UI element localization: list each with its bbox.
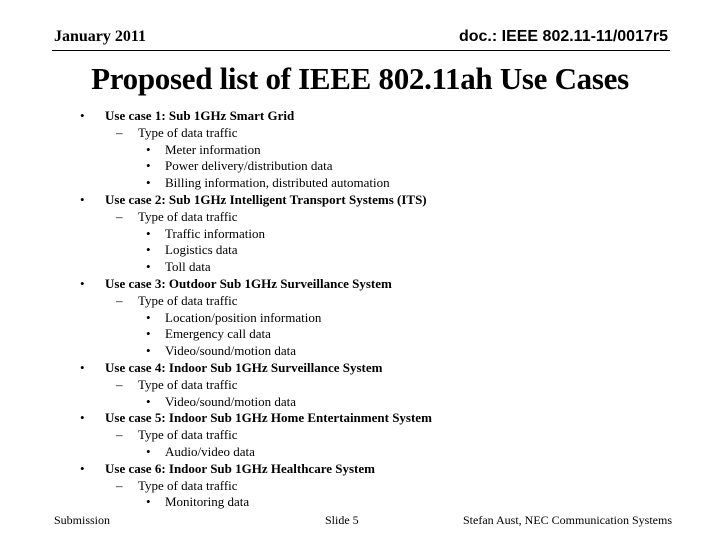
use-case-4-sub-label: Type of data traffic xyxy=(138,376,238,392)
bullet-marker: • xyxy=(146,242,151,258)
use-case-4-label: Use case 4: Indoor Sub 1GHz Surveillance System xyxy=(105,359,383,375)
use-case-3 xyxy=(0,276,720,293)
use-case-6-subheading xyxy=(0,478,720,495)
bullet-marker: • xyxy=(146,158,151,174)
use-case-6-sub-label: Type of data traffic xyxy=(138,477,238,493)
footer-submission: Submission xyxy=(54,513,111,527)
list-item-text: Traffic information xyxy=(165,225,266,241)
use-case-4-subheading xyxy=(0,377,720,394)
bullet-marker: • xyxy=(146,175,151,191)
use-case-3-subheading xyxy=(0,293,720,310)
footer-author: Stefan Aust, NEC Communication Systems xyxy=(463,513,672,527)
dash-marker: – xyxy=(116,427,123,443)
use-case-1-subheading xyxy=(0,125,720,142)
slide-title: Proposed list of IEEE 802.11ah Use Cases xyxy=(91,61,629,96)
use-case-5-label: Use case 5: Indoor Sub 1GHz Home Entertainment System xyxy=(105,410,432,426)
list-item-text: Toll data xyxy=(165,259,211,275)
list-item xyxy=(0,142,720,159)
use-case-2-subheading xyxy=(0,209,720,226)
list-item-text: Logistics data xyxy=(165,242,238,258)
dash-marker: – xyxy=(116,208,123,224)
use-case-3-label: Use case 3: Outdoor Sub 1GHz Surveillance System xyxy=(105,275,392,291)
use-case-2-sub-label: Type of data traffic xyxy=(138,208,238,224)
list-item-text: Meter information xyxy=(165,141,261,157)
use-case-5 xyxy=(0,410,720,427)
bullet-marker: • xyxy=(146,443,151,459)
list-item xyxy=(0,226,720,243)
use-case-2-label: Use case 2: Sub 1GHz Intelligent Transport Systems (ITS) xyxy=(105,191,427,207)
list-item-text: Audio/video data xyxy=(165,443,255,459)
use-case-4 xyxy=(0,360,720,377)
bullet-marker: • xyxy=(80,460,85,476)
use-case-1-label: Use case 1: Sub 1GHz Smart Grid xyxy=(105,108,295,123)
bullet-marker: • xyxy=(146,326,151,342)
use-case-2 xyxy=(0,192,720,209)
list-item xyxy=(0,343,720,360)
list-item xyxy=(0,259,720,276)
use-case-6-label: Use case 6: Indoor Sub 1GHz Healthcare System xyxy=(105,460,375,476)
list-item-text: Video/sound/motion data xyxy=(165,343,297,359)
bullet-marker: • xyxy=(80,191,85,207)
use-case-6 xyxy=(0,461,720,478)
list-item xyxy=(0,394,720,411)
bullet-marker: • xyxy=(146,309,151,325)
list-item xyxy=(0,326,720,343)
bullet-marker: • xyxy=(146,494,151,510)
list-item xyxy=(0,242,720,259)
list-item-text: Power delivery/distribution data xyxy=(165,158,333,174)
list-item xyxy=(0,494,720,511)
list-item-text: Location/position information xyxy=(165,309,322,325)
bullet-marker: • xyxy=(80,275,85,291)
bullet-marker: • xyxy=(80,410,85,426)
use-case-5-sub-label: Type of data traffic xyxy=(138,427,238,443)
use-case-list xyxy=(0,108,720,511)
list-item xyxy=(0,444,720,461)
dash-marker: – xyxy=(116,477,123,493)
use-case-1-sub-label: Type of data traffic xyxy=(138,124,238,140)
bullet-marker: • xyxy=(80,108,85,123)
bullet-marker: • xyxy=(146,393,151,409)
header-date: January 2011 xyxy=(54,28,147,45)
list-item-text: Video/sound/motion data xyxy=(165,393,297,409)
dash-marker: – xyxy=(116,124,123,140)
bullet-marker: • xyxy=(146,343,151,359)
bullet-marker: • xyxy=(80,359,85,375)
header-doc-id: doc.: IEEE 802.11-11/0017r5 xyxy=(458,28,668,45)
footer-slide-number: Slide 5 xyxy=(325,513,359,527)
list-item xyxy=(0,310,720,327)
use-case-3-sub-label: Type of data traffic xyxy=(138,292,238,308)
header-rule xyxy=(52,50,670,51)
list-item-text: Monitoring data xyxy=(165,494,250,510)
dash-marker: – xyxy=(116,376,123,392)
use-case-1 xyxy=(0,108,720,125)
list-item-text: Billing information, distributed automation xyxy=(165,175,390,191)
list-item xyxy=(0,158,720,175)
use-case-5-subheading xyxy=(0,427,720,444)
bullet-marker: • xyxy=(146,259,151,275)
bullet-marker: • xyxy=(146,141,151,157)
list-item xyxy=(0,175,720,192)
list-item-text: Emergency call data xyxy=(165,326,271,342)
dash-marker: – xyxy=(116,292,123,308)
bullet-marker: • xyxy=(146,225,151,241)
